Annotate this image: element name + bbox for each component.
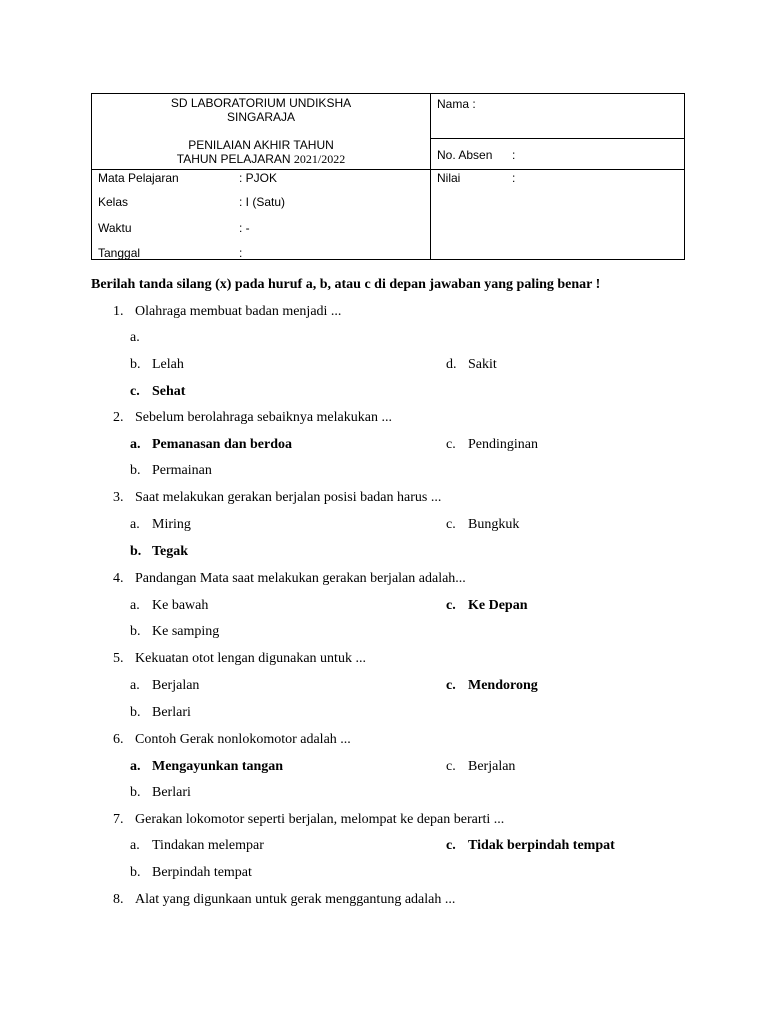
absen-label: No. Absen bbox=[437, 148, 493, 162]
option-text: Tidak berpindah tempat bbox=[468, 838, 615, 853]
option-2a[interactable] bbox=[130, 437, 292, 453]
option-text: Tindakan melempar bbox=[152, 838, 264, 853]
option-letter: c. bbox=[130, 384, 140, 399]
option-3c[interactable] bbox=[446, 517, 519, 533]
question-2 bbox=[113, 410, 392, 426]
question-text: Olahraga membuat badan menjadi ... bbox=[135, 304, 342, 319]
option-text: Ke bawah bbox=[152, 598, 209, 613]
table-divider bbox=[92, 169, 684, 170]
question-number: 4. bbox=[113, 571, 124, 586]
field-value-date: : bbox=[239, 246, 243, 260]
option-text: Mendorong bbox=[468, 678, 538, 693]
table-divider bbox=[430, 138, 685, 139]
option-5c[interactable] bbox=[446, 678, 538, 694]
option-text: Permainan bbox=[152, 463, 212, 478]
option-letter: a. bbox=[130, 678, 140, 693]
option-6b[interactable] bbox=[130, 785, 191, 801]
field-label-class: Kelas bbox=[98, 195, 129, 209]
option-letter: a. bbox=[130, 759, 141, 774]
question-8 bbox=[113, 892, 455, 908]
question-3 bbox=[113, 490, 441, 506]
absen-colon: : bbox=[512, 148, 516, 162]
option-letter: c. bbox=[446, 598, 456, 613]
option-4c[interactable] bbox=[446, 598, 528, 614]
question-text: Gerakan lokomotor seperti berjalan, melompat ke depan berarti ... bbox=[135, 812, 505, 827]
option-letter: b. bbox=[130, 865, 141, 880]
option-text: Berpindah tempat bbox=[152, 865, 252, 880]
option-text: Tegak bbox=[152, 544, 189, 559]
question-text: Sebelum berolahraga sebaiknya melakukan ... bbox=[135, 410, 392, 425]
question-text: Kekuatan otot lengan digunakan untuk ... bbox=[135, 651, 366, 666]
option-6a[interactable] bbox=[130, 759, 283, 775]
field-label-date: Tanggal bbox=[98, 246, 141, 260]
option-text: Berlari bbox=[152, 705, 191, 720]
option-letter: c. bbox=[446, 838, 456, 853]
exam-title-line1: PENILAIAN AKHIR TAHUN bbox=[188, 138, 334, 152]
instruction-text: Berilah tanda silang (x) pada huruf a, b, atau c di depan jawaban yang paling benar ! bbox=[91, 277, 601, 292]
option-letter: b. bbox=[130, 463, 141, 478]
option-3b[interactable] bbox=[130, 544, 188, 560]
option-letter: a. bbox=[130, 517, 140, 532]
option-5a[interactable] bbox=[130, 678, 199, 694]
option-4b[interactable] bbox=[130, 624, 219, 640]
question-6 bbox=[113, 732, 351, 748]
option-1a[interactable] bbox=[130, 330, 152, 346]
question-5 bbox=[113, 651, 366, 667]
option-text: Mengayunkan tangan bbox=[152, 759, 284, 774]
option-text: Lelah bbox=[152, 357, 184, 372]
option-text: Berlari bbox=[152, 785, 191, 800]
nama-label: Nama : bbox=[437, 97, 476, 111]
option-7a[interactable] bbox=[130, 838, 264, 854]
option-text: Ke Depan bbox=[468, 598, 528, 613]
option-letter: c. bbox=[446, 759, 456, 774]
option-text: Sakit bbox=[468, 357, 497, 372]
option-7c[interactable] bbox=[446, 838, 615, 854]
option-2b[interactable] bbox=[130, 463, 212, 479]
question-1 bbox=[113, 304, 341, 320]
school-name-line2: SINGARAJA bbox=[226, 110, 295, 124]
exam-year: 2021/2022 bbox=[293, 152, 346, 166]
option-letter: b. bbox=[130, 785, 141, 800]
exam-year-prefix: TAHUN PELAJARAN bbox=[176, 152, 294, 166]
option-text: Berjalan bbox=[152, 678, 200, 693]
option-letter: b. bbox=[130, 624, 141, 639]
exam-title-line2 bbox=[92, 152, 430, 166]
option-3a[interactable] bbox=[130, 517, 191, 533]
option-4a[interactable] bbox=[130, 598, 208, 614]
nilai-label: Nilai bbox=[437, 171, 461, 185]
question-number: 5. bbox=[113, 651, 124, 666]
question-7 bbox=[113, 812, 504, 828]
option-text: Ke samping bbox=[152, 624, 220, 639]
option-1d[interactable] bbox=[446, 357, 497, 373]
option-letter: d. bbox=[446, 357, 457, 372]
question-number: 3. bbox=[113, 490, 124, 505]
option-letter: a. bbox=[130, 330, 140, 345]
field-value-class: : I (Satu) bbox=[239, 195, 286, 209]
question-text: Pandangan Mata saat melakukan gerakan berjalan adalah... bbox=[135, 571, 466, 586]
table-divider bbox=[430, 94, 431, 259]
exam-header-table bbox=[91, 93, 685, 260]
option-7b[interactable] bbox=[130, 865, 252, 881]
option-text: Berjalan bbox=[468, 759, 516, 774]
school-name bbox=[92, 96, 430, 124]
option-letter: a. bbox=[130, 437, 141, 452]
option-text: Bungkuk bbox=[468, 517, 520, 532]
option-1b[interactable] bbox=[130, 357, 184, 373]
option-letter: b. bbox=[130, 544, 142, 559]
option-2c[interactable] bbox=[446, 437, 538, 453]
question-4 bbox=[113, 571, 466, 587]
field-label-time: Waktu bbox=[98, 221, 132, 235]
exam-title bbox=[92, 138, 430, 166]
question-number: 6. bbox=[113, 732, 124, 747]
field-value-subject: : PJOK bbox=[239, 171, 278, 185]
question-text: Saat melakukan gerakan berjalan posisi badan harus ... bbox=[135, 490, 442, 505]
nilai-colon: : bbox=[512, 171, 516, 185]
option-text: Pendinginan bbox=[468, 437, 538, 452]
option-letter: c. bbox=[446, 678, 456, 693]
question-text: Contoh Gerak nonlokomotor adalah ... bbox=[135, 732, 351, 747]
option-text: Miring bbox=[152, 517, 191, 532]
school-name-line1: SD LABORATORIUM UNDIKSHA bbox=[170, 96, 352, 110]
option-text: Sehat bbox=[152, 384, 186, 399]
question-number: 2. bbox=[113, 410, 124, 425]
question-number: 7. bbox=[113, 812, 124, 827]
question-number: 1. bbox=[113, 304, 124, 319]
option-text: Pemanasan dan berdoa bbox=[152, 437, 293, 452]
option-letter: b. bbox=[130, 705, 141, 720]
option-1c[interactable] bbox=[130, 384, 185, 400]
question-text: Alat yang digunkaan untuk gerak menggantung adalah ... bbox=[135, 892, 456, 907]
field-label-subject: Mata Pelajaran bbox=[98, 171, 179, 185]
option-letter: a. bbox=[130, 598, 140, 613]
option-letter: c. bbox=[446, 437, 456, 452]
field-value-time: : - bbox=[239, 221, 250, 235]
option-letter: b. bbox=[130, 357, 141, 372]
question-number: 8. bbox=[113, 892, 124, 907]
option-letter: c. bbox=[446, 517, 456, 532]
option-5b[interactable] bbox=[130, 705, 191, 721]
option-6c[interactable] bbox=[446, 759, 515, 775]
option-letter: a. bbox=[130, 838, 140, 853]
